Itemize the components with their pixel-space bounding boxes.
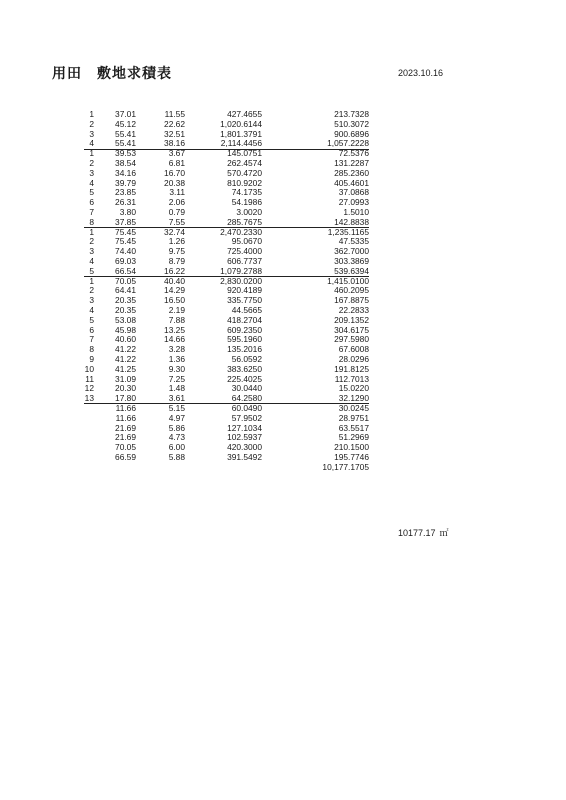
half-area-value: 63.5517	[338, 422, 369, 433]
product-value: 2,830.0200	[220, 275, 262, 286]
row-number: 3	[89, 167, 94, 178]
product-value: 418.2704	[227, 314, 262, 325]
product-value: 383.6250	[227, 363, 262, 374]
length-a: 75.45	[115, 236, 136, 247]
length-a: 39.53	[115, 148, 136, 159]
row-number: 2	[89, 236, 94, 247]
product-value: 95.0670	[231, 236, 262, 247]
table-row	[0, 316, 566, 326]
table-row	[0, 208, 566, 218]
row-number: 8	[89, 344, 94, 355]
product-value: 262.4574	[227, 157, 262, 168]
row-number: 11	[85, 373, 94, 384]
length-b: 13.25	[164, 324, 185, 335]
row-number: 1	[89, 275, 94, 286]
product-value: 127.1034	[227, 422, 262, 433]
half-area-value: 22.2833	[338, 304, 369, 315]
half-area-value: 28.0296	[338, 353, 369, 364]
row-number: 5	[89, 314, 94, 325]
table-row	[0, 179, 566, 189]
length-a: 41.25	[115, 363, 136, 374]
row-number: 1	[89, 109, 94, 119]
table-row	[0, 130, 566, 140]
length-a: 21.69	[115, 432, 136, 443]
half-area-value: 142.8838	[334, 216, 369, 227]
product-value: 570.4720	[227, 167, 262, 178]
table-row	[0, 198, 566, 208]
length-b: 5.86	[168, 422, 185, 433]
length-b: 14.29	[164, 285, 185, 296]
half-area-value: 1.5010	[343, 206, 369, 217]
half-area-value: 460.2095	[334, 285, 369, 296]
row-number: 8	[89, 216, 94, 227]
product-value: 595.1960	[227, 334, 262, 345]
length-a: 26.31	[115, 197, 136, 208]
product-value: 420.3000	[227, 442, 262, 453]
document-title: 用田 敷地求積表	[52, 66, 172, 82]
half-area-value: 209.1352	[334, 314, 369, 325]
length-b: 32.51	[164, 128, 185, 139]
length-b: 7.55	[168, 216, 185, 227]
row-number: 4	[89, 177, 94, 188]
half-area-value: 51.2969	[338, 432, 369, 443]
length-b: 4.73	[168, 432, 185, 443]
length-a: 45.98	[115, 324, 136, 335]
table-row	[0, 326, 566, 336]
half-area-value: 112.7013	[334, 373, 369, 384]
length-b: 6.00	[168, 442, 185, 453]
half-area-value: 303.3869	[334, 255, 369, 266]
row-number: 4	[89, 138, 94, 149]
row-number: 13	[84, 393, 94, 404]
product-value: 391.5492	[227, 451, 262, 462]
product-value: 285.7675	[227, 216, 262, 227]
table-row	[0, 394, 566, 404]
table-row	[0, 139, 566, 149]
row-number: 4	[89, 255, 94, 266]
table-row	[0, 277, 566, 287]
length-a: 45.12	[115, 118, 136, 129]
table-row	[0, 414, 566, 424]
final-total-value: 10177.17	[398, 528, 436, 538]
length-b: 5.88	[168, 451, 185, 462]
product-value: 920.4189	[227, 285, 262, 296]
row-number: 1	[89, 148, 94, 159]
half-area-value: 195.7746	[334, 451, 369, 462]
half-area-value: 1,235.1165	[327, 226, 369, 237]
length-b: 3.28	[168, 344, 185, 355]
row-number: 6	[89, 197, 94, 208]
product-value: 609.2350	[227, 324, 262, 335]
product-value: 3.0020	[236, 206, 262, 217]
product-value: 60.0490	[231, 402, 262, 413]
row-number: 5	[89, 187, 94, 198]
half-area-value: 32.1290	[338, 393, 369, 404]
length-a: 20.35	[115, 304, 136, 315]
length-a: 75.45	[115, 226, 136, 237]
length-a: 11.66	[115, 402, 136, 413]
half-area-value: 304.6175	[334, 324, 369, 335]
length-a: 11.66	[115, 412, 136, 423]
length-b: 1.48	[168, 383, 185, 394]
length-b: 9.75	[168, 246, 185, 257]
table-row	[0, 443, 566, 453]
length-a: 55.41	[115, 128, 136, 139]
half-area-value: 131.2287	[334, 157, 369, 168]
table-row	[0, 296, 566, 306]
length-b: 2.06	[168, 197, 185, 208]
half-area-value: 539.6394	[334, 265, 369, 276]
length-b: 40.40	[164, 275, 185, 286]
length-a: 41.22	[115, 353, 136, 364]
table-row	[0, 218, 566, 228]
half-area-value: 30.0245	[338, 402, 369, 413]
length-a: 34.16	[115, 167, 136, 178]
length-b: 16.50	[164, 295, 185, 306]
final-total	[398, 526, 449, 539]
half-area-value: 28.9751	[338, 412, 369, 423]
row-number: 2	[89, 285, 94, 296]
product-value: 606.7737	[227, 255, 262, 266]
length-a: 66.59	[115, 451, 136, 462]
length-a: 55.41	[115, 138, 136, 149]
row-number: 2	[89, 118, 94, 129]
product-value: 225.4025	[227, 373, 262, 384]
row-number: 7	[89, 206, 94, 217]
product-value: 57.9502	[231, 412, 262, 423]
product-value: 2,114.4456	[220, 138, 262, 149]
table-row	[0, 463, 566, 473]
length-b: 5.15	[168, 402, 185, 413]
document-date: 2023.10.16	[398, 68, 444, 78]
row-number: 3	[89, 295, 94, 306]
product-value: 74.1735	[231, 187, 262, 198]
product-value: 135.2016	[227, 344, 262, 355]
product-value: 64.2580	[231, 393, 262, 404]
length-b: 16.22	[164, 265, 185, 276]
length-a: 40.60	[115, 334, 136, 345]
row-number: 7	[89, 334, 94, 345]
half-area-value: 15.0220	[338, 383, 369, 394]
length-a: 31.09	[115, 373, 136, 384]
product-value: 1,079.2788	[220, 265, 262, 276]
length-b: 38.16	[164, 138, 185, 149]
half-area-value: 210.1500	[334, 442, 369, 453]
table-row	[0, 404, 566, 414]
product-value: 44.5665	[231, 304, 262, 315]
length-a: 17.80	[115, 393, 136, 404]
half-area-value: 37.0868	[338, 187, 369, 198]
length-b: 11.55	[164, 109, 185, 119]
row-number: 3	[89, 128, 94, 139]
product-value: 102.5937	[227, 432, 262, 443]
row-number: 4	[89, 304, 94, 315]
product-value: 427.4655	[227, 109, 262, 119]
half-area-value: 10,177.1705	[322, 461, 369, 472]
product-value: 335.7750	[227, 295, 262, 306]
table-row	[0, 267, 566, 277]
row-number: 5	[89, 265, 94, 276]
table-row	[0, 424, 566, 434]
length-a: 70.05	[115, 442, 136, 453]
product-value: 1,020.6144	[220, 118, 262, 129]
product-value: 30.0440	[231, 383, 262, 394]
length-a: 39.79	[115, 177, 136, 188]
length-a: 23.85	[115, 187, 136, 198]
half-area-value: 285.2360	[334, 167, 369, 178]
product-value: 2,470.2330	[220, 226, 262, 237]
table-row	[0, 286, 566, 296]
row-number: 10	[84, 363, 94, 374]
length-a: 20.35	[115, 295, 136, 306]
table-row	[0, 188, 566, 198]
length-a: 66.54	[115, 265, 136, 276]
length-a: 53.08	[115, 314, 136, 325]
length-b: 3.11	[169, 187, 185, 198]
length-a: 21.69	[115, 422, 136, 433]
half-area-value: 510.3072	[334, 118, 369, 129]
row-number: 3	[89, 246, 94, 257]
length-a: 69.03	[115, 255, 136, 266]
length-a: 74.40	[115, 246, 136, 257]
length-b: 32.74	[164, 226, 185, 237]
length-a: 70.05	[115, 275, 136, 286]
half-area-value: 191.8125	[334, 363, 369, 374]
length-b: 2.19	[168, 304, 185, 315]
half-area-value: 72.5376	[338, 148, 369, 159]
length-b: 20.38	[164, 177, 185, 188]
table-row	[0, 335, 566, 345]
length-b: 0.79	[168, 206, 185, 217]
length-a: 38.54	[115, 157, 136, 168]
row-number: 1	[89, 226, 94, 237]
table-row	[0, 237, 566, 247]
length-a: 3.80	[119, 206, 136, 217]
table-row	[0, 120, 566, 130]
table-row	[0, 306, 566, 316]
half-area-value: 405.4601	[334, 177, 369, 188]
half-area-value: 362.7000	[334, 246, 369, 257]
length-b: 14.66	[164, 334, 185, 345]
half-area-value: 1,415.0100	[327, 275, 369, 286]
row-number: 9	[89, 353, 94, 364]
half-area-value: 47.5335	[338, 236, 369, 247]
length-b: 7.25	[168, 373, 185, 384]
length-a: 20.30	[115, 383, 136, 394]
product-value: 56.0592	[231, 353, 262, 364]
half-area-value: 1,057.2228	[327, 138, 369, 149]
length-b: 1.36	[168, 353, 185, 364]
table-row	[0, 453, 566, 463]
length-b: 1.26	[168, 236, 185, 247]
area-calculation-table	[0, 110, 566, 472]
half-area-value: 900.6896	[334, 128, 369, 139]
half-area-value: 27.0993	[338, 197, 369, 208]
table-row	[0, 228, 566, 238]
table-row	[0, 345, 566, 355]
product-value: 145.0751	[227, 148, 262, 159]
length-a: 37.01	[115, 109, 136, 119]
half-area-value: 67.6008	[338, 344, 369, 355]
row-number: 6	[89, 324, 94, 335]
length-a: 64.41	[115, 285, 136, 296]
table-row	[0, 169, 566, 179]
half-area-value: 167.8875	[334, 295, 369, 306]
half-area-value: 213.7328	[334, 109, 369, 119]
length-b: 16.70	[164, 167, 185, 178]
table-row	[0, 247, 566, 257]
row-number: 12	[84, 383, 94, 394]
product-value: 1,801.3791	[220, 128, 262, 139]
length-a: 37.85	[115, 216, 136, 227]
table-row	[0, 257, 566, 267]
final-total-unit: ㎡	[439, 529, 449, 539]
product-value: 725.4000	[227, 246, 262, 257]
length-b: 3.61	[168, 393, 185, 404]
length-b: 8.79	[168, 255, 185, 266]
length-b: 3.67	[168, 148, 185, 159]
length-b: 7.88	[168, 314, 185, 325]
length-b: 6.81	[168, 157, 185, 168]
product-value: 54.1986	[231, 197, 262, 208]
length-b: 4.97	[168, 412, 185, 423]
table-row	[0, 110, 566, 120]
table-row	[0, 149, 566, 159]
table-row	[0, 159, 566, 169]
length-b: 9.30	[168, 363, 185, 374]
table-row	[0, 433, 566, 443]
row-number: 2	[89, 157, 94, 168]
length-b: 22.62	[164, 118, 185, 129]
product-value: 810.9202	[227, 177, 262, 188]
half-area-value: 297.5980	[334, 334, 369, 345]
length-a: 41.22	[115, 344, 136, 355]
